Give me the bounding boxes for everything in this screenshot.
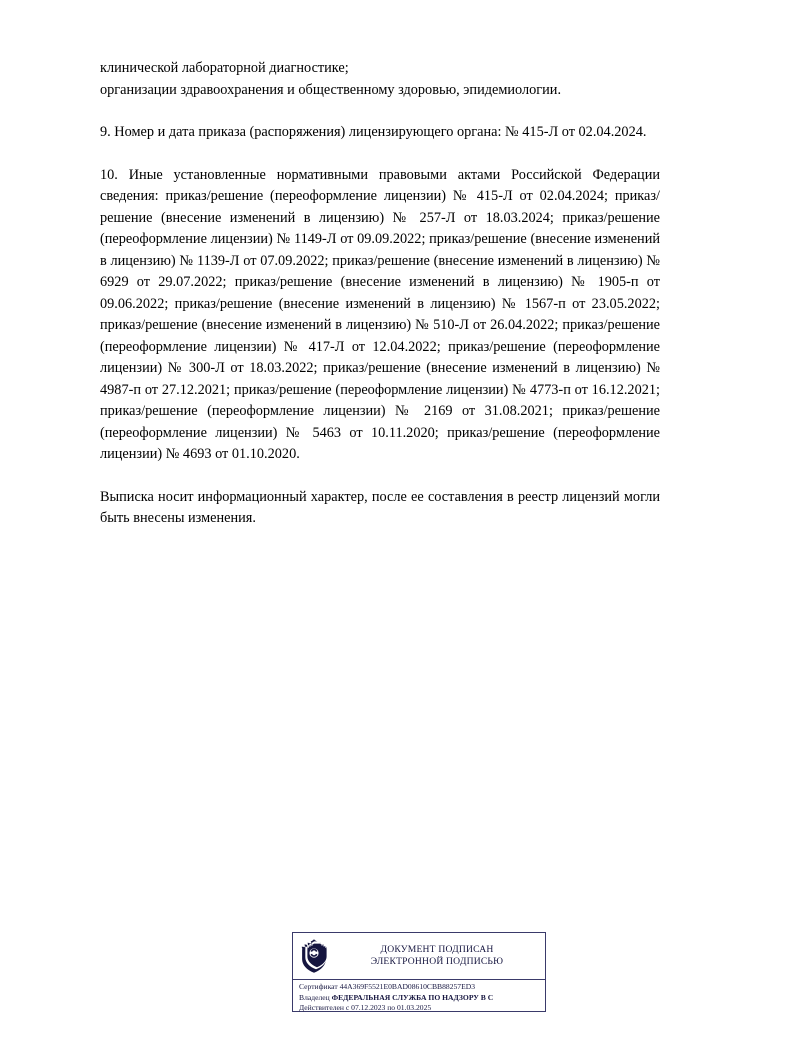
stamp-title-line-1: ДОКУМЕНТ ПОДПИСАН [380,944,494,955]
stamp-header [293,933,545,979]
paragraph-specialties-continued-line-1: клинической лабораторной диагностике; [100,60,349,76]
stamp-title-line-2: ЭЛЕКТРОННОЙ ПОДПИСЬЮ [370,956,504,967]
stamp-validity-line [299,1003,545,1014]
stamp-details [293,980,545,1014]
stamp-validity-from: 07.12.2023 [351,1003,386,1013]
paragraph-item-9-order-number-and-date: 9. Номер и дата приказа (распоряжения) лицензирующего органа: № 415-Л от 02.04.2024. [100,124,647,140]
stamp-owner-value: ФЕДЕРАЛЬНАЯ СЛУЖБА ПО НАДЗОРУ В С [331,992,494,1002]
paragraph-specialties-continued-line-2: организации здравоохранения и общественному здоровью, эпидемиологии. [100,81,562,98]
stamp-owner-line [299,993,545,1004]
stamp-certificate-line [299,982,545,993]
stamp-title [333,944,541,968]
stamp-validity-to: 01.03.2025 [397,1003,432,1013]
paragraph-disclaimer: Выписка носит информационный характер, после ее составления в реестр лицензий могли быть внесены изменения. [100,488,664,526]
stamp-certificate-value: 44A369F5521E0BAD08610CBB88257ED3 [339,982,476,991]
document-body [100,58,664,530]
stamp-certificate-label: Сертификат [299,982,338,991]
electronic-signature-stamp [292,932,546,1012]
russian-coat-of-arms-icon [299,938,329,974]
stamp-validity-label: Действителен с [299,1003,350,1013]
stamp-validity-to-label: по [387,1003,396,1013]
stamp-owner-label: Владелец [299,992,330,1002]
paragraph-item-10-other-information: 10. Иные установленные нормативными правовыми актами Российской Федерации сведения: приказ/решение (переоформление лицензии) № 415-Л от 02.04.2024; приказ/решение (внесение изменений в лицензию) № 257-Л от 18.03.2024; приказ/решение (переоформление лицензии) № 1149-Л от 09.09.2022; приказ/решение (внесение изменений в лицензию) № 1139-Л от 07.09.2022; приказ/решение (внесение изменений в лицензию) № 6929 от 29.07.2022; приказ/решение (внесение изменений в лицензию) № 1905-п от 09.06.2022; приказ/решение (внесение изменений в лицензию) № 1567-п от 23.05.2022; приказ/решение (внесение изменений в лицензию) № 510-Л от 26.04.2022; приказ/решение (переоформление лицензии) № 417-Л от 12.04.2022; приказ/решение (переоформление лицензии) № 300-Л от 18.03.2022; приказ/решение (внесение изменений в лицензию) № 4987-п от 27.12.2021; приказ/решение (переоформление лицензии) № 4773-п от 16.12.2021; приказ/решение (переоформление лицензии) № 2169 от 31.08.2021; приказ/решение (переоформление лицензии) № 5463 от 10.11.2020; приказ/решение (переоформление лицензии) № 4693 от 01.10.2020. [100,166,664,462]
